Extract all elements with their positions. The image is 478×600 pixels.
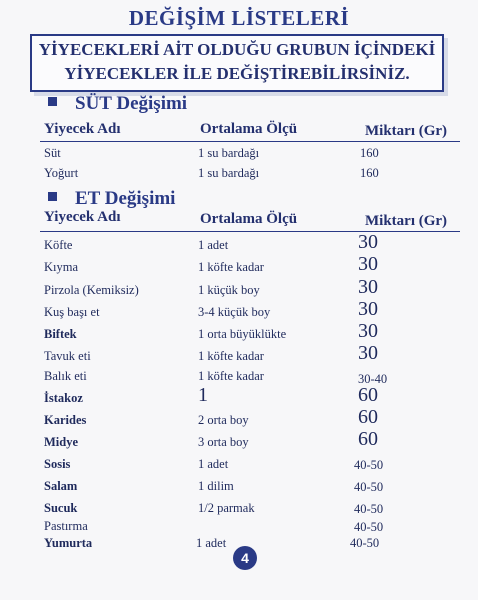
et-section-heading <box>48 188 175 210</box>
food-name: Salam <box>44 479 78 493</box>
table-row <box>0 253 478 282</box>
table-row <box>0 298 478 327</box>
food-measure: 1 su bardağı <box>198 146 260 160</box>
food-amount: 30-40 <box>358 372 388 386</box>
et-col-amount: Miktarı (Gr) <box>365 213 448 229</box>
food-name: Kıyma <box>44 260 79 274</box>
food-amount: 60 <box>358 406 378 428</box>
food-amount: 30 <box>358 320 378 342</box>
food-amount: 60 <box>358 384 378 406</box>
food-name: Midye <box>44 435 79 449</box>
food-amount: 160 <box>360 146 379 160</box>
sut-col-name: Yiyecek Adı <box>44 121 121 137</box>
banner-line-1: YİYECEKLERİ AİT OLDUĞU GRUBUN İÇİNDEKİ <box>38 40 436 59</box>
et-col-measure: Ortalama Ölçü <box>200 211 298 227</box>
et-heading-text: ET Değişimi <box>75 188 176 209</box>
food-amount: 30 <box>358 276 378 298</box>
food-amount: 30 <box>358 231 378 253</box>
food-name: Biftek <box>44 327 77 341</box>
food-amount: 40-50 <box>354 502 384 516</box>
food-name: İstakoz <box>44 391 83 405</box>
table-row <box>0 166 478 188</box>
square-bullet-icon <box>48 97 57 106</box>
table-row <box>0 428 478 457</box>
table-row <box>0 342 478 371</box>
sut-section-heading <box>48 93 187 115</box>
table-row <box>0 457 478 479</box>
sut-col-measure: Ortalama Ölçü <box>200 121 298 137</box>
food-amount: 30 <box>358 253 378 275</box>
table-row <box>0 231 478 260</box>
food-amount: 40-50 <box>354 480 384 494</box>
food-measure: 1 su bardağı <box>198 166 260 180</box>
table-row <box>0 320 478 349</box>
food-measure: 1 orta büyüklükte <box>198 327 287 341</box>
food-amount: 40-50 <box>350 536 380 550</box>
food-measure: 1 küçük boy <box>198 283 260 297</box>
food-name: Köfte <box>44 238 73 252</box>
food-amount: 160 <box>360 166 379 180</box>
food-name: Sucuk <box>44 501 78 515</box>
food-name: Pastırma <box>44 519 88 533</box>
table-row <box>0 146 478 168</box>
banner-line-2: YİYECEKLER İLE DEĞİŞTİREBİLİRSİNİZ. <box>64 64 410 83</box>
food-name: Kuş başı et <box>44 305 100 319</box>
food-measure: 2 orta boy <box>198 413 249 427</box>
food-measure: 1/2 parmak <box>198 501 255 515</box>
food-name: Karides <box>44 413 87 427</box>
food-name: Yumurta <box>44 536 93 550</box>
page-number-badge: 4 <box>233 546 257 570</box>
food-amount: 30 <box>358 342 378 364</box>
instruction-banner <box>30 34 444 92</box>
page-title: DEĞİŞİM LİSTELERİ <box>128 6 350 30</box>
food-amount: 60 <box>358 428 378 450</box>
table-row <box>0 406 478 435</box>
sut-header-rule <box>40 141 460 142</box>
et-header-rule <box>40 231 460 232</box>
food-name: Süt <box>44 146 61 160</box>
et-col-name: Yiyecek Adı <box>44 209 121 225</box>
food-name: Yoğurt <box>44 166 79 180</box>
food-measure: 1 adet <box>198 457 229 471</box>
square-bullet-icon <box>48 192 57 201</box>
food-measure: 1 <box>198 384 208 406</box>
food-amount: 40-50 <box>354 458 384 472</box>
food-name: Balık eti <box>44 369 87 383</box>
food-amount: 30 <box>358 298 378 320</box>
sut-col-amount: Miktarı (Gr) <box>365 123 448 139</box>
table-row <box>0 369 478 391</box>
food-name: Pirzola (Kemiksiz) <box>44 283 139 297</box>
food-name: Tavuk eti <box>44 349 91 363</box>
food-measure: 1 adet <box>196 536 227 550</box>
food-amount: 40-50 <box>354 520 384 534</box>
table-row <box>0 384 478 413</box>
food-name: Sosis <box>44 457 71 471</box>
table-row <box>0 479 478 501</box>
food-measure: 1 köfte kadar <box>198 260 264 274</box>
food-measure: 1 adet <box>198 238 229 252</box>
food-measure: 1 dilim <box>198 479 234 493</box>
food-measure: 3 orta boy <box>198 435 249 449</box>
food-measure: 1 köfte kadar <box>198 349 264 363</box>
food-measure: 1 köfte kadar <box>198 369 264 383</box>
food-measure: 3-4 küçük boy <box>198 305 271 319</box>
sut-heading-text: SÜT Değişimi <box>75 93 188 114</box>
table-row <box>0 276 478 305</box>
